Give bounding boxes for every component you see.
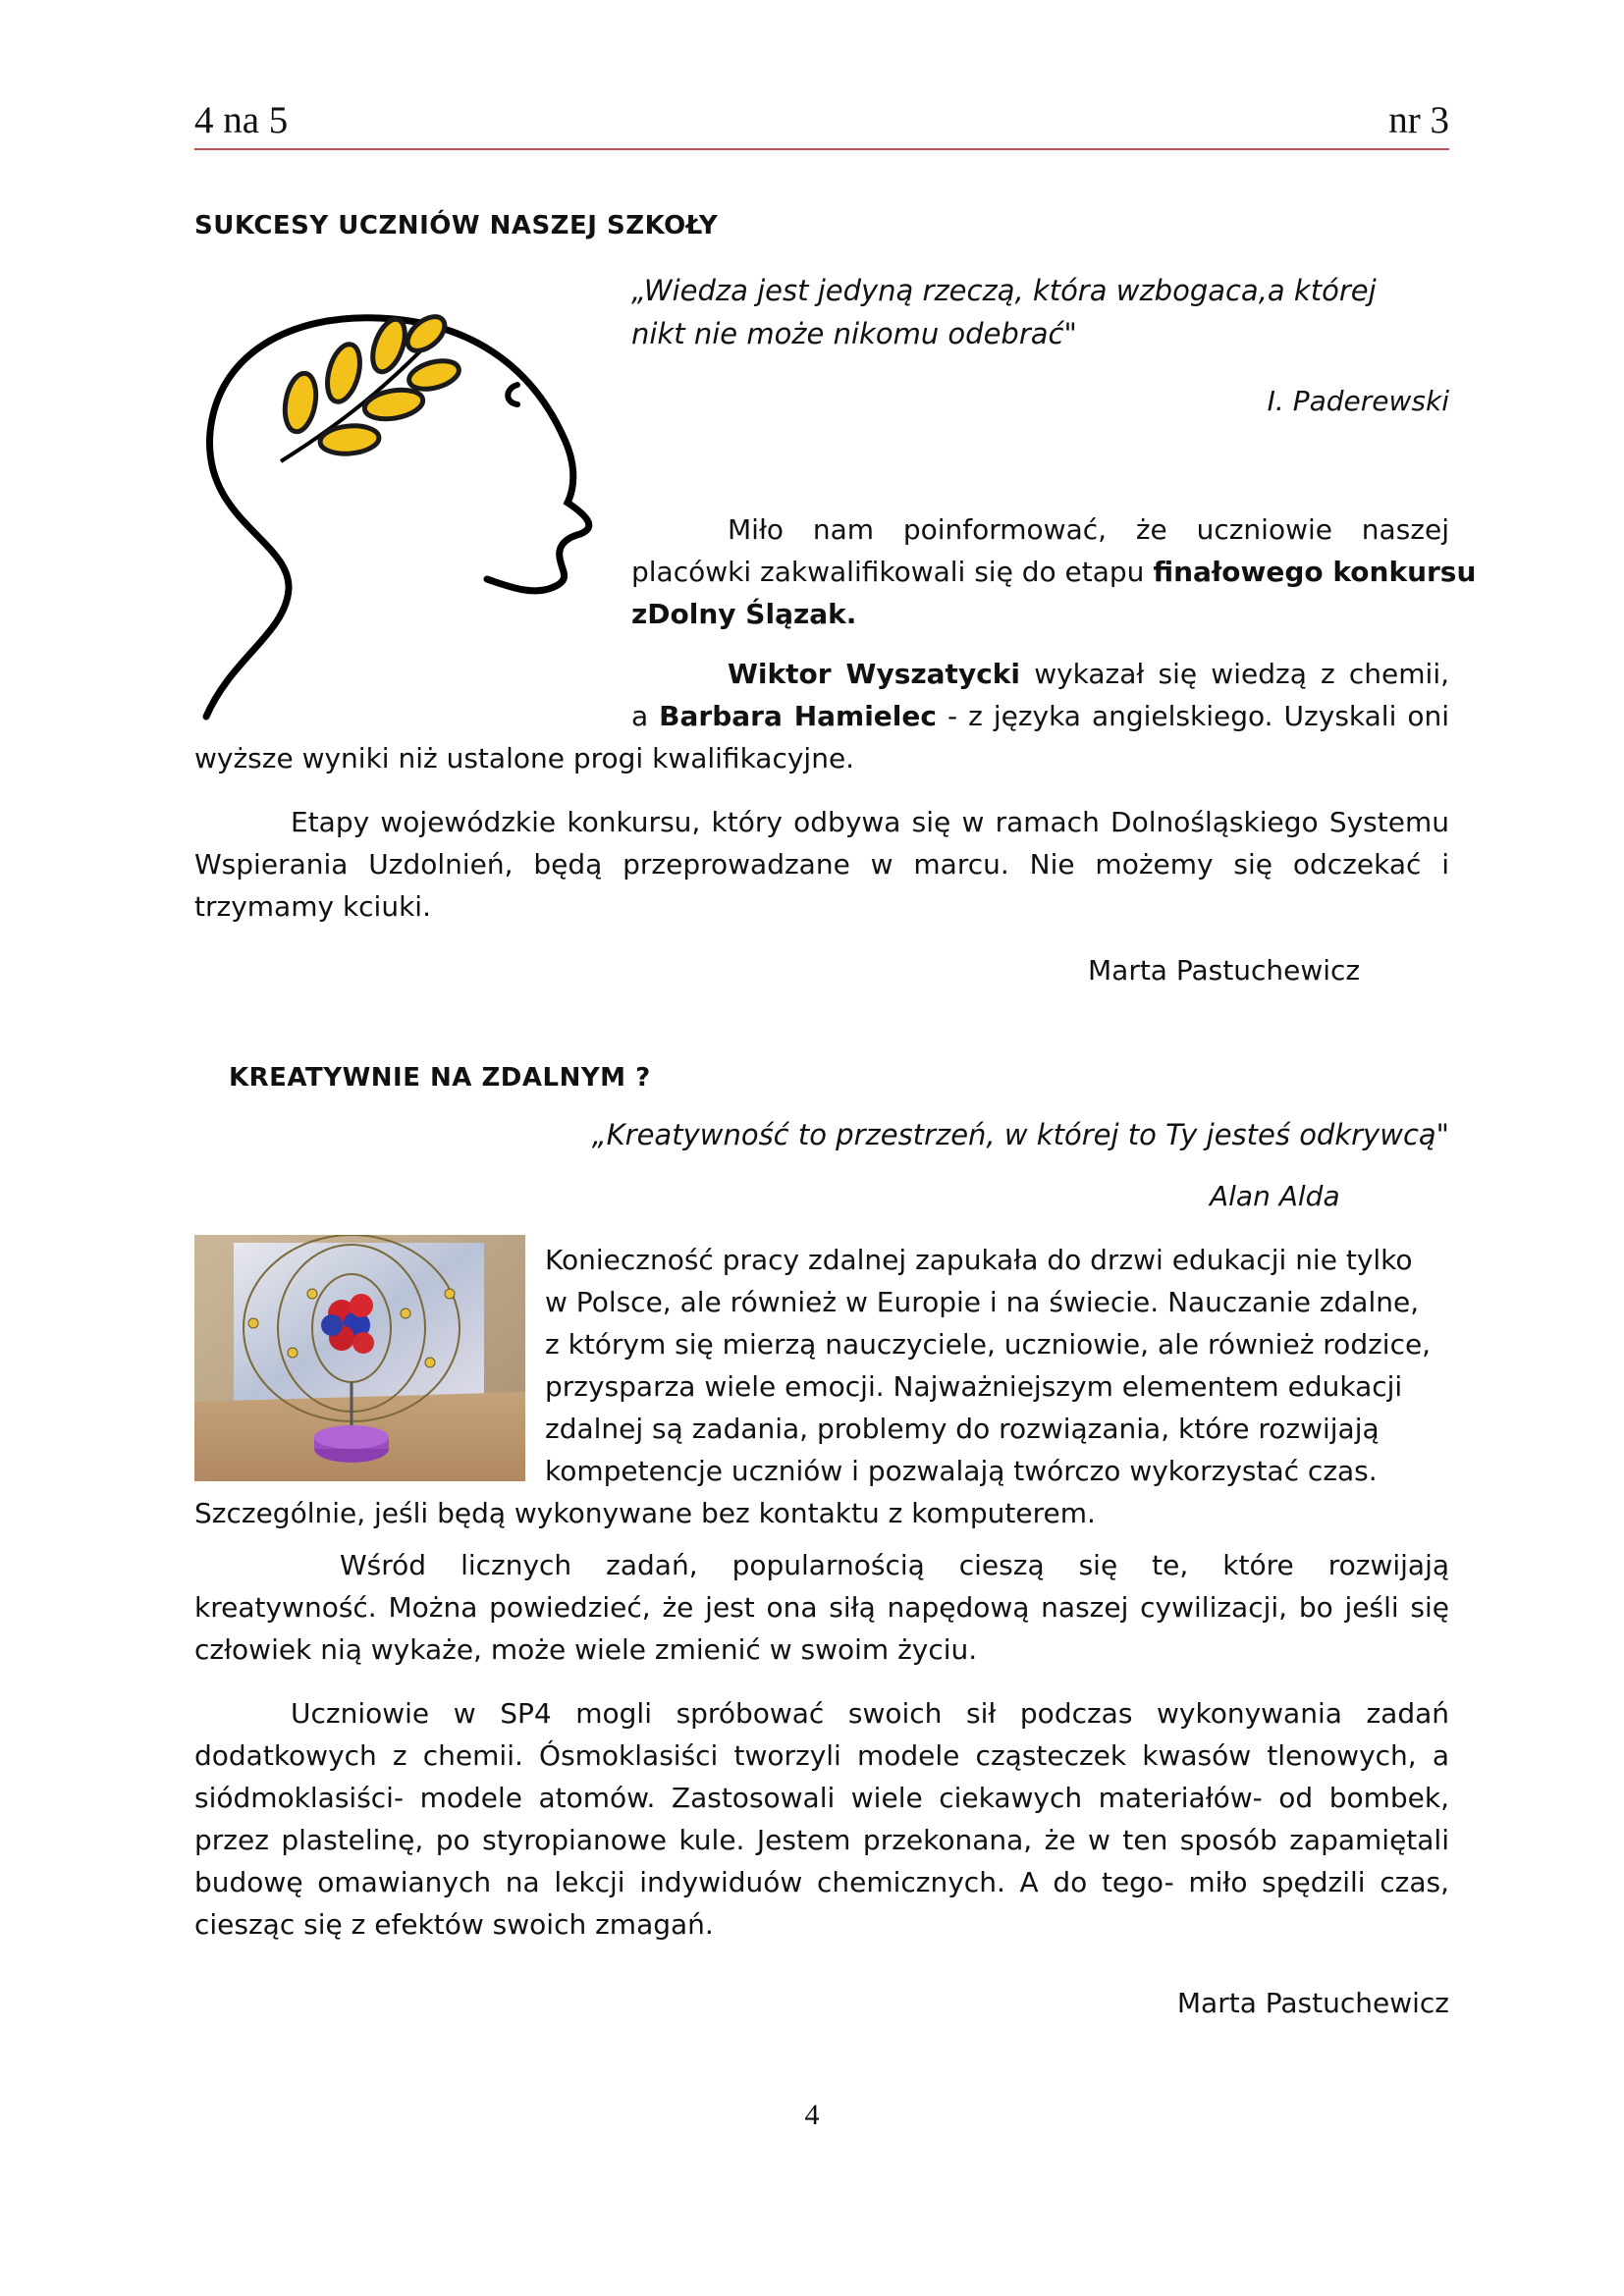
article1-p1-text: placówki zakwalifikowali się do etapu bbox=[631, 556, 1154, 588]
article1-paragraph1 bbox=[631, 508, 1477, 635]
article2-paragraph2 bbox=[194, 1544, 1449, 1671]
header-magazine-title: 4 na 5 bbox=[194, 99, 289, 141]
article1-quote bbox=[631, 269, 1377, 355]
article2-p1-line: przysparza wiele emocji. Najważniejszym elementem edukacji bbox=[545, 1370, 1403, 1403]
article2-p3-line: siódmoklasiści- modele atomów. Zastosowali wiele ciekawych materiałów- od bombek, bbox=[194, 1782, 1449, 1814]
page-number: 4 bbox=[804, 2099, 820, 2131]
article1-p3-line1: Etapy wojewódzkie konkursu, który odbywa się w ramach Dolnośląskiego Systemu bbox=[291, 806, 1449, 838]
article1-title: SUKCESY UCZNIÓW NASZEJ SZKOŁY bbox=[194, 211, 719, 240]
article2-paragraph1 bbox=[545, 1239, 1449, 1492]
article2-p3-line: budowę omawianych na lekcji indywiduów chemicznych. A do tego- miło spędzili czas, bbox=[194, 1866, 1449, 1898]
header-issue-number: nr 3 bbox=[1388, 99, 1449, 141]
article2-p1-line: zdalnej są zadania, problemy do rozwiązania, które rozwijają bbox=[545, 1413, 1380, 1445]
article2-quote: „Kreatywność to przestrzeń, w której to Ty jesteś odkrywcą" bbox=[591, 1118, 1449, 1151]
article2-paragraph1-end bbox=[194, 1492, 1449, 1534]
article1-paragraph2 bbox=[194, 653, 1449, 779]
article1-paragraph3 bbox=[194, 801, 1449, 928]
article2-p3-last: ciesząc się z efektów swoich zmagań. bbox=[194, 1908, 714, 1941]
article1-quote-author: I. Paderewski bbox=[1267, 385, 1449, 417]
header-rule bbox=[194, 148, 1449, 150]
article2-p1-line: w Polsce, ale również w Europie i na świecie. Nauczanie zdalne, bbox=[545, 1286, 1420, 1318]
article2-p1-line: z którym się mierzą nauczyciele, uczniowie, ale również rodzice, bbox=[545, 1328, 1432, 1361]
article1-p1-bold1: finałowego konkursu bbox=[1153, 556, 1477, 588]
article1-contest-name: zDolny Ślązak. bbox=[631, 598, 857, 630]
article1-p3-line3: trzymamy kciuki. bbox=[194, 890, 431, 923]
article2-p1-line: Konieczność pracy zdalnej zapukała do drzwi edukacji nie tylko bbox=[545, 1244, 1413, 1276]
article2-signature: Marta Pastuchewicz bbox=[1176, 1987, 1449, 2019]
article1-p3-line2: Wspierania Uzdolnień, będą przeprowadzane w marcu. Nie możemy się odczekać i bbox=[194, 848, 1449, 881]
article2-p2-last: człowiek nią wykaże, może wiele zmienić w swoim życiu. bbox=[194, 1633, 978, 1666]
article2-title: KREATYWNIE NA ZDALNYM ? bbox=[229, 1063, 651, 1093]
article2-p3-line: przez plastelinę, po styropianowe kule. Jestem przekonana, że w ten sposób zapamiętali bbox=[194, 1824, 1449, 1856]
article1-p2-text2: a bbox=[631, 700, 660, 732]
article2-quote-author: Alan Alda bbox=[1210, 1180, 1340, 1212]
article2-p2-line: kreatywność. Można powiedzieć, że jest ona siłą napędową naszej cywilizacji, bo jeśli się bbox=[194, 1591, 1449, 1624]
article1-quote-line1: „Wiedza jest jedyną rzeczą, która wzbogaca,a której bbox=[631, 274, 1377, 307]
article1-p2-text1: wykazał się wiedzą z chemii, bbox=[1020, 658, 1450, 690]
article1-signature: Marta Pastuchewicz bbox=[1088, 954, 1361, 987]
article1-student2: Barbara Hamielec bbox=[659, 700, 937, 732]
atom-model-photo bbox=[194, 1235, 525, 1481]
article1-quote-line2: nikt nie może nikomu odebrać" bbox=[631, 317, 1077, 350]
article2-p1-last: Szczególnie, jeśli będą wykonywane bez kontaktu z komputerem. bbox=[194, 1497, 1096, 1529]
article2-p2-line: Wśród licznych zadań, popularnością cieszą się te, które rozwijają bbox=[340, 1549, 1449, 1581]
article1-student1: Wiktor Wyszatycki bbox=[728, 658, 1021, 690]
article1-p2-line3: wyższe wyniki niż ustalone progi kwalifikacyjne. bbox=[194, 742, 855, 774]
article1-p1-line1: Miło nam poinformować, że uczniowie naszej bbox=[728, 513, 1449, 546]
article2-p3-line: dodatkowych z chemii. Ósmoklasiści tworzyli modele cząsteczek kwasów tlenowych, a bbox=[194, 1739, 1449, 1772]
article2-p3-line: Uczniowie w SP4 mogli spróbować swoich sił podczas wykonywania zadań bbox=[291, 1697, 1449, 1730]
article2-p1-line: kompetencje uczniów i pozwalają twórczo wykorzystać czas. bbox=[545, 1455, 1378, 1487]
article2-paragraph3 bbox=[194, 1692, 1449, 1946]
article1-p2-text3: - z języka angielskiego. Uzyskali oni bbox=[937, 700, 1450, 732]
